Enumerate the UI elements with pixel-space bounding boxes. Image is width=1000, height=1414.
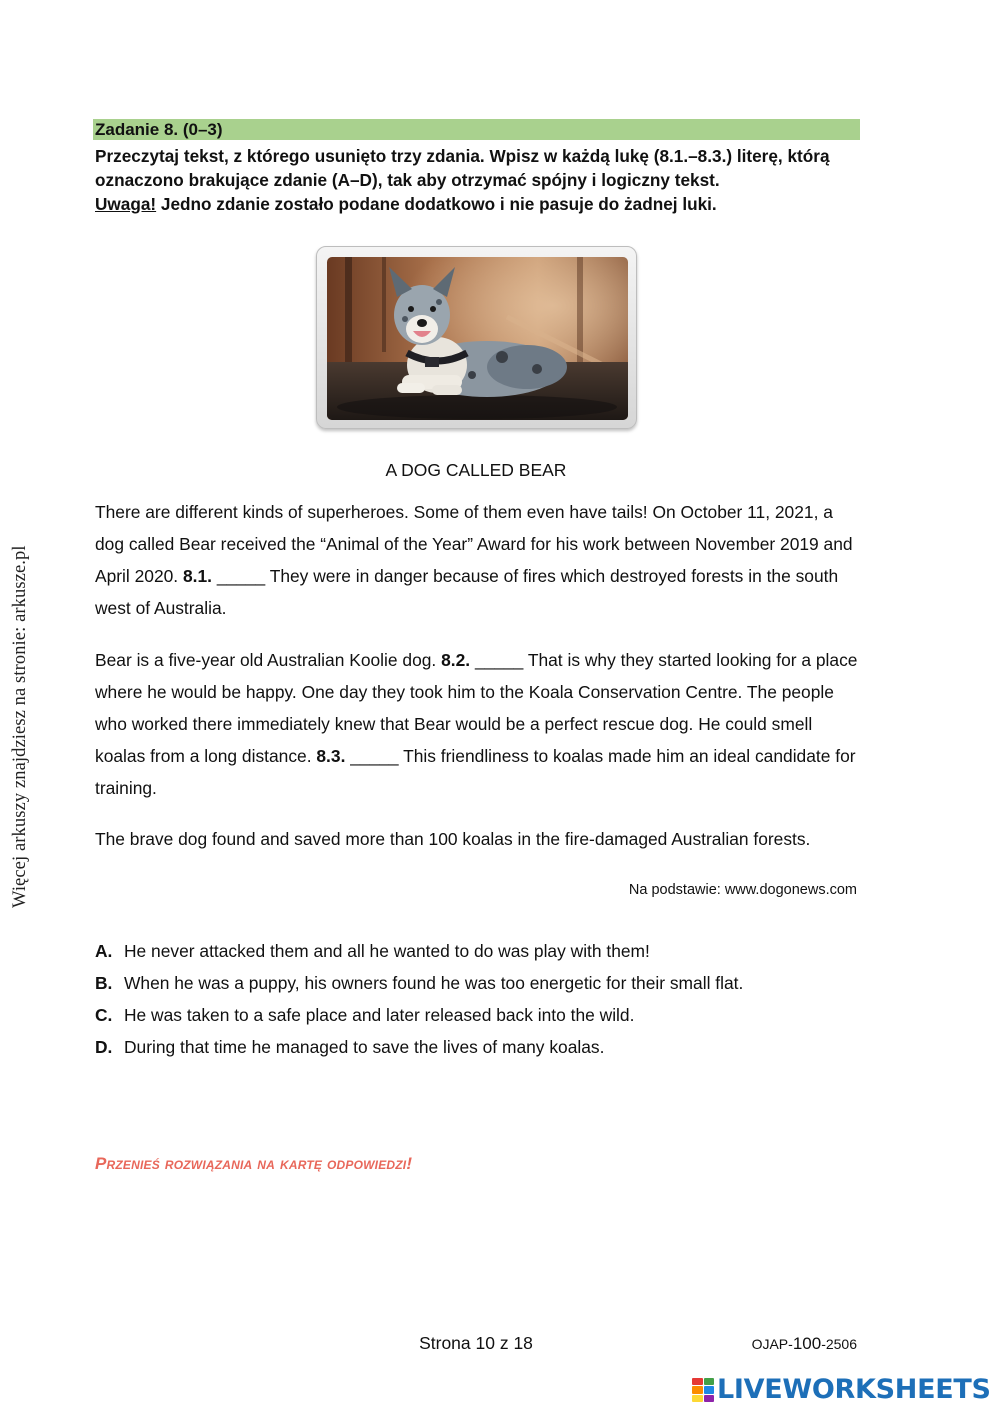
paragraph-2	[95, 644, 865, 804]
side-note: Więcej arkuszy znajdziesz na stronie: arkusze.pl	[10, 545, 30, 908]
option-letter: B.	[95, 973, 113, 993]
option-text: He was taken to a safe place and later released back into the wild.	[124, 1005, 635, 1025]
option-d	[95, 1035, 875, 1067]
options-list	[95, 939, 875, 1067]
exam-code-main: 100	[792, 1334, 822, 1353]
paragraph-2-text: Bear is a five-year old Australian Koolie dog.	[95, 650, 437, 670]
source-note: Na podstawie: www.dogonews.com	[628, 882, 857, 898]
option-c	[95, 1003, 875, 1035]
task-instructions	[95, 144, 865, 216]
warning-label: Uwaga!	[95, 194, 157, 214]
transfer-answers-note: Przenieś rozwiązania na kartę odpowiedzi!	[95, 1154, 413, 1173]
liveworksheets-logo-text: LIVEWORKSHEETS	[717, 1374, 991, 1405]
option-b	[95, 971, 875, 1003]
option-text: During that time he managed to save the lives of many koalas.	[124, 1037, 605, 1057]
paragraph-3: The brave dog found and saved more than 100 koalas in the fire-damaged Australian forests.	[95, 829, 811, 849]
liveworksheets-logo-icon	[692, 1378, 714, 1402]
task-header: Zadanie 8. (0–3)	[93, 119, 860, 140]
option-a	[95, 939, 875, 971]
option-text: When he was a puppy, his owners found he was too energetic for their small flat.	[124, 973, 744, 993]
exam-code-prefix: OJAP-	[751, 1336, 793, 1352]
dog-photo-illustration	[327, 257, 628, 420]
article-title: A DOG CALLED BEAR	[385, 460, 567, 480]
page-number: Strona 10 z 18	[419, 1333, 533, 1353]
warning-text: Jedno zdanie zostało podane dodatkowo i nie pasuje do żadnej luki.	[160, 194, 717, 214]
paragraph-2-after: _____ This friendliness to koalas made him an ideal candidate for training.	[95, 746, 856, 798]
liveworksheets-logo[interactable]	[692, 1374, 991, 1406]
exam-code-suffix: -2506	[821, 1336, 857, 1352]
paragraph-1-text: There are different kinds of superheroes. Some of them even have tails! On October 11, 2021, a dog called Bear received the “Animal of the Year” Award for his work between November 2019 and April 2020.	[95, 502, 853, 586]
exam-code	[0, 1334, 857, 1354]
option-letter: C.	[95, 1005, 113, 1025]
paragraph-1	[95, 496, 865, 624]
dog-photo	[327, 257, 628, 420]
instruction-text: Przeczytaj tekst, z którego usunięto trzy zdania. Wpisz w każdą lukę (8.1.–8.3.) literę, którą oznaczono brakujące zdanie (A–D), tak aby otrzymać spójny i logiczny tekst.	[95, 146, 830, 190]
option-letter: A.	[95, 941, 113, 961]
paragraph-2-middle: _____ That is why they started looking for a place where he would be happy. One day they took him to the Koala Conservation Centre. The people who worked there immediately knew that Bear would be a perfect rescue dog. He could smell koalas from a long distance.	[95, 650, 858, 766]
paragraph-1-after: _____ They were in danger because of fires which destroyed forests in the south west of Australia.	[95, 566, 839, 618]
gap-8-2-label: 8.2.	[441, 650, 471, 670]
option-letter: D.	[95, 1037, 113, 1057]
gap-8-3-label: 8.3.	[316, 746, 346, 766]
option-text: He never attacked them and all he wanted to do was play with them!	[124, 941, 650, 961]
gap-8-1-label: 8.1.	[182, 566, 212, 586]
dog-photo-frame	[316, 246, 637, 429]
